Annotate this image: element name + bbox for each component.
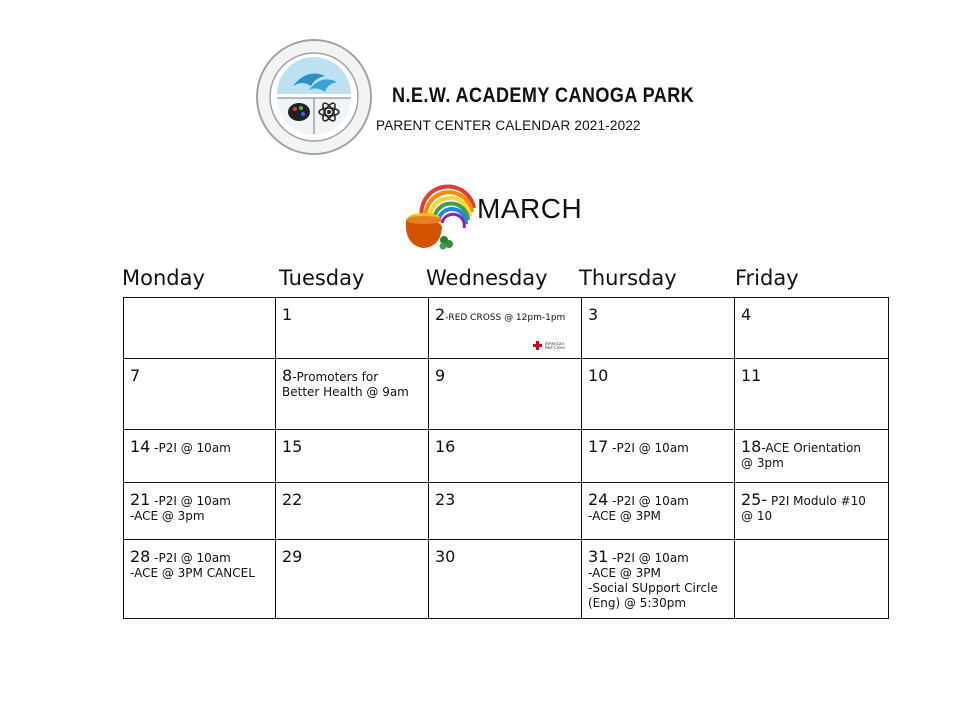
event-text: @ 3pm bbox=[741, 456, 784, 470]
calendar-day-cell bbox=[581, 539, 735, 619]
event-text: -Social SUpport Circle bbox=[588, 581, 718, 595]
calendar-day-cell bbox=[275, 358, 429, 430]
calendar-day-cell bbox=[428, 539, 582, 619]
event-text: P2I Modulo #10 bbox=[767, 494, 866, 508]
event-text: -ACE @ 3pm bbox=[130, 509, 205, 523]
day-number: 16 bbox=[435, 437, 456, 456]
day-number: 23 bbox=[435, 490, 456, 509]
calendar-day-cell bbox=[581, 429, 735, 483]
calendar-day-cell bbox=[428, 358, 582, 430]
event-text: -P2I @ 10am bbox=[608, 551, 689, 565]
day-number: 14 bbox=[130, 437, 151, 456]
calendar-day-cell bbox=[428, 297, 582, 359]
weekday-friday: Friday bbox=[735, 266, 799, 290]
day-number: 28 bbox=[130, 547, 151, 566]
day-number: 15 bbox=[282, 437, 303, 456]
weekday-monday: Monday bbox=[122, 266, 205, 290]
event-text: -P2I @ 10am bbox=[608, 494, 689, 508]
event-text: -RED CROSS @ 12pm-1pm bbox=[445, 313, 566, 323]
rainbow-pot-of-gold-icon bbox=[400, 178, 482, 254]
calendar-day-cell bbox=[581, 297, 735, 359]
calendar-day-cell bbox=[734, 482, 889, 540]
red-cross-logo-icon bbox=[533, 341, 571, 350]
event-text: -ACE @ 3PM bbox=[588, 509, 661, 523]
day-number: 3 bbox=[588, 305, 599, 324]
event-text: Better Health @ 9am bbox=[282, 385, 409, 399]
event-text: -ACE @ 3PM bbox=[588, 566, 661, 580]
weekday-wednesday: Wednesday bbox=[426, 266, 548, 290]
calendar-day-cell bbox=[428, 429, 582, 483]
calendar-day-cell bbox=[275, 429, 429, 483]
day-number: 30 bbox=[435, 547, 456, 566]
event-text: -ACE Orientation bbox=[761, 441, 861, 455]
calendar-subtitle: PARENT CENTER CALENDAR 2021-2022 bbox=[376, 118, 641, 133]
event-text: -P2I @ 10am bbox=[150, 494, 231, 508]
calendar-day-cell bbox=[275, 297, 429, 359]
day-number: 10 bbox=[588, 366, 609, 385]
red-cross-label: American Red Cross bbox=[545, 340, 565, 350]
day-number: 18 bbox=[741, 437, 762, 456]
day-number: 1 bbox=[282, 305, 293, 324]
event-text: -P2I @ 10am bbox=[150, 551, 231, 565]
calendar-day-cell bbox=[123, 429, 276, 483]
calendar-day-cell bbox=[123, 482, 276, 540]
day-number: 25- bbox=[741, 490, 768, 509]
red-cross-icon bbox=[533, 341, 542, 350]
month-title: MARCH bbox=[477, 193, 583, 224]
calendar-day-cell bbox=[428, 482, 582, 540]
day-number: 11 bbox=[741, 366, 762, 385]
day-number: 21 bbox=[130, 490, 151, 509]
event-text: -P2I @ 10am bbox=[608, 441, 689, 455]
event-text: -ACE @ 3PM CANCEL bbox=[130, 566, 255, 580]
calendar-day-cell bbox=[734, 429, 889, 483]
day-number: 17 bbox=[588, 437, 609, 456]
day-number: 24 bbox=[588, 490, 609, 509]
calendar-day-cell bbox=[275, 539, 429, 619]
event-text: (Eng) @ 5:30pm bbox=[588, 596, 687, 610]
calendar-day-cell bbox=[123, 539, 276, 619]
calendar-grid bbox=[123, 297, 888, 618]
day-number: 22 bbox=[282, 490, 303, 509]
day-number: 2 bbox=[435, 305, 446, 324]
calendar-day-cell bbox=[734, 539, 889, 619]
calendar-day-cell bbox=[123, 297, 276, 359]
calendar-day-cell bbox=[275, 482, 429, 540]
school-name: N.E.W. ACADEMY CANOGA PARK bbox=[392, 84, 695, 107]
day-number: 9 bbox=[435, 366, 446, 385]
weekday-tuesday: Tuesday bbox=[279, 266, 365, 290]
calendar-day-cell bbox=[734, 297, 889, 359]
day-number: 8 bbox=[282, 366, 293, 385]
school-seal-icon bbox=[255, 38, 373, 156]
day-number: 31 bbox=[588, 547, 609, 566]
calendar-day-cell bbox=[123, 358, 276, 430]
weekday-thursday: Thursday bbox=[579, 266, 677, 290]
event-text: -P2I @ 10am bbox=[150, 441, 231, 455]
day-number: 29 bbox=[282, 547, 303, 566]
day-number: 7 bbox=[130, 366, 141, 385]
calendar-day-cell bbox=[734, 358, 889, 430]
day-number: 4 bbox=[741, 305, 752, 324]
calendar-day-cell bbox=[581, 358, 735, 430]
event-text: -Promoters for bbox=[292, 370, 379, 384]
weekday-header-row bbox=[122, 266, 892, 296]
event-text: @ 10 bbox=[741, 509, 773, 523]
calendar-day-cell bbox=[581, 482, 735, 540]
